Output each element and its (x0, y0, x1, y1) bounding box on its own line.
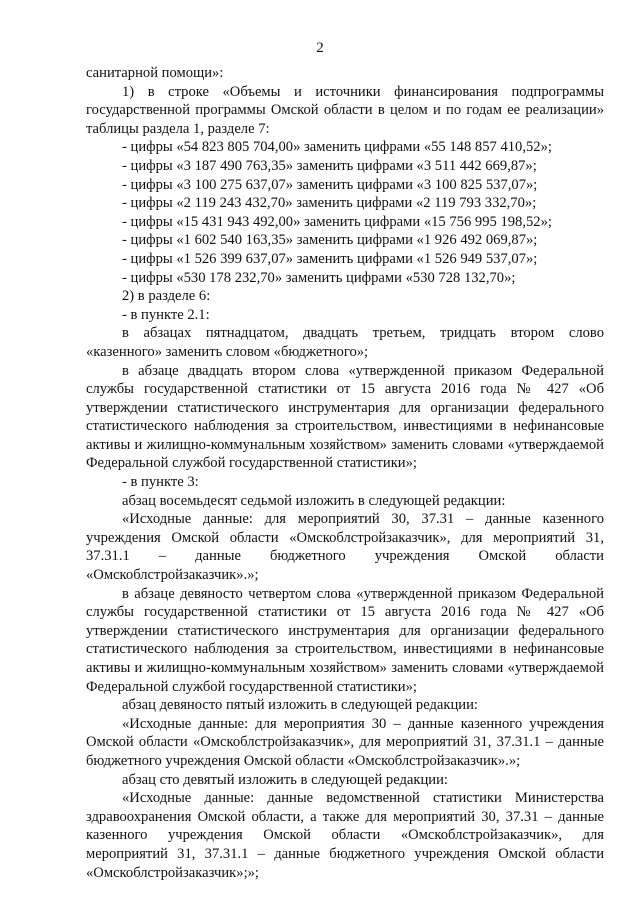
paragraph-abz-109-intro: абзац сто девятый изложить в следующей редакции: (122, 771, 448, 788)
paragraph-item-1: 1) в строке «Объемы и источники финансирования подпрограммы государственной программы Омской области в целом и по годам ее реализации» таблицы раздела 1, разделе 7: (86, 83, 604, 137)
paragraph-abz-94: в абзаце девяносто четвертом слова «утвержденной приказом Федеральной службы государственной статистики от 15 августа 2016 года № 427 «Об утверждении статистического инструментария для организации федерального статистического наблюдения за строительством, инвестициями в нефинансовые активы и жилищно-коммунальным хозяйством» заменить словами «утверждаемой Федеральной службой государственной статистики»; (86, 585, 604, 695)
document-body (86, 64, 604, 882)
paragraph-continuation: санитарной помощи»: (86, 65, 224, 81)
paragraph-replace-6: - цифры «1 602 540 163,35» заменить цифрами «1 926 492 069,87»; (122, 232, 538, 249)
paragraph-replace-5: - цифры «15 431 943 492,00» заменить цифрами «15 756 995 198,52»; (122, 213, 552, 230)
paragraph-point-2-1: - в пункте 2.1: (122, 306, 210, 323)
page-number: 2 (316, 40, 324, 56)
paragraph-item-2: 2) в разделе 6: (122, 288, 211, 305)
paragraph-point-3: - в пункте 3: (122, 474, 199, 491)
paragraph-abz-109-text: «Исходные данные: данные ведомственной статистики Министерства здравоохранения Омской области, а также для мероприятий 30, 37.31 – данные казенного учреждения Омской области «Омскоблстройзаказчик», для мероприятий 31, 37.31.1 – данные бюджетного учреждения Омской области «Омскоблстройзаказчик»;»; (86, 790, 604, 881)
paragraph-abz-15-23-32: в абзацах пятнадцатом, двадцать третьем, тридцать втором слово «казенного» заменить словом «бюджетного»; (86, 325, 604, 360)
paragraph-replace-3: - цифры «3 100 275 637,07» заменить цифрами «3 100 825 537,07»; (122, 176, 538, 193)
paragraph-replace-7: - цифры «1 526 399 637,07» заменить цифрами «1 526 949 537,07»; (122, 250, 538, 267)
paragraph-abz-22: в абзаце двадцать втором слова «утвержденной приказом Федеральной службы государственной статистики от 15 августа 2016 года № 427 «Об утверждении статистического инструментария для организации федерального статистического наблюдения за строительством, инвестициями в нефинансовые активы и жилищно-коммунальным хозяйством» заменить словами «утверждаемой Федеральной службой государственной статистики»; (86, 362, 604, 472)
paragraph-replace-8: - цифры «530 178 232,70» заменить цифрами «530 728 132,70»; (122, 269, 516, 286)
paragraph-replace-4: - цифры «2 119 243 432,70» заменить цифрами «2 119 793 332,70»; (122, 195, 537, 212)
paragraph-abz-95-intro: абзац девяносто пятый изложить в следующей редакции: (122, 697, 478, 714)
paragraph-replace-2: - цифры «3 187 490 763,35» заменить цифрами «3 511 442 669,87»; (122, 157, 537, 174)
paragraph-replace-1: - цифры «54 823 805 704,00» заменить цифрами «55 148 857 410,52»; (122, 139, 552, 156)
paragraph-abz-87-intro: абзац восемьдесят седьмой изложить в следующей редакции: (122, 492, 506, 509)
paragraph-abz-87-text: «Исходные данные: для мероприятий 30, 37.31 – данные казенного учреждения Омской области «Омскоблстройзаказчик», для мероприятий 31, 37.31.1 – данные бюджетного учреждения Омской области «Омскоблстройзаказчик».»; (86, 511, 604, 584)
paragraph-abz-95-text: «Исходные данные: для мероприятия 30 – данные казенного учреждения Омской области «Омскоблстройзаказчик», для мероприятий 31, 37.31.1 – данные бюджетного учреждения Омской области «Омскоблстройзаказчик».»; (86, 715, 604, 769)
